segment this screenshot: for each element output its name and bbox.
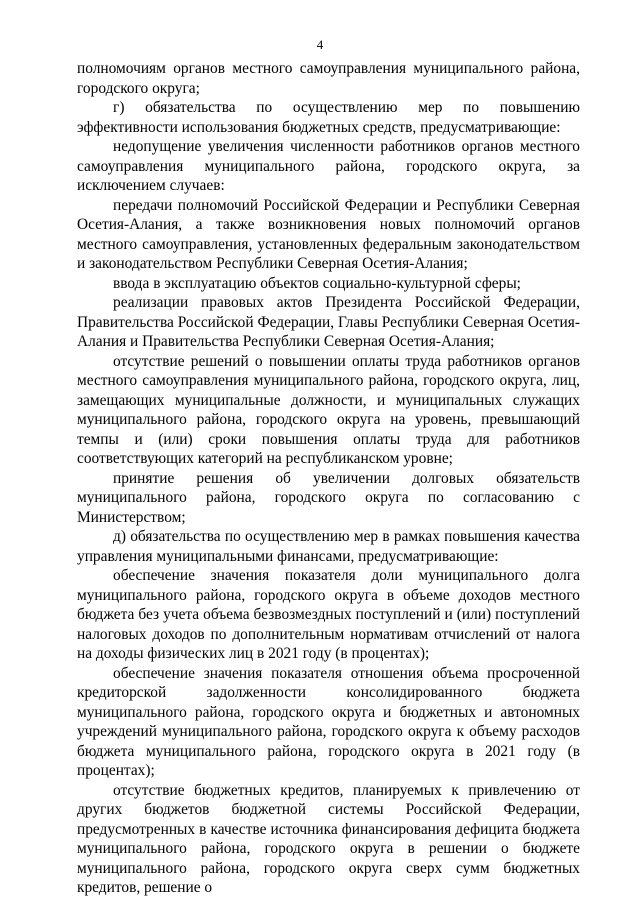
paragraph: д) обязательства по осуществлению мер в рамках повышения качества управления муниципальными финансами, предусматривающие:	[77, 528, 580, 565]
paragraph: реализации правовых актов Президента Российской Федерации, Правительства Российской Федерации, Главы Республики Северная Осетия-Алания и Правительства Республики Северная Осетия-Алания;	[77, 294, 580, 350]
paragraph: недопущение увеличения численности работников органов местного самоуправления муниципального района, городского округа, за исключением случаев:	[77, 138, 580, 194]
paragraph: отсутствие бюджетных кредитов, планируемых к привлечению от других бюджетов бюджетной системы Российской Федерации, предусмотренных в качестве источника финансирования дефицита бюджета муниципального района, городского округа в решении о бюджете муниципального района, городского округа сверх сумм бюджетных кредитов, решение о	[77, 781, 580, 896]
paragraph: принятие решения об увеличении долговых обязательств муниципального района, городского округа по согласованию с Министерством;	[77, 469, 580, 526]
page-number: 4	[316, 37, 324, 52]
document-body	[77, 59, 580, 898]
paragraph: обеспечение значения показателя доли муниципального долга муниципального района, городского округа в объеме доходов местного бюджета без учета объема безвозмездных поступлений и (или) поступлений налоговых доходов по дополнительным нормативам отчислений от налога на доходы физических лиц в 2021 году (в процентах);	[77, 567, 580, 662]
paragraph: г) обязательства по осуществлению мер по повышению эффективности использования бюджетных средств, предусматривающие:	[77, 99, 580, 136]
paragraph: отсутствие решений о повышении оплаты труда работников органов местного самоуправления муниципального района, городского округа, лиц, замещающих муниципальные должности, и муниципальных служащих муниципального района, городского округа на уровень, превышающий темпы и (или) сроки повышения оплаты труда для работников соответствующих категорий на республиканском уровне;	[77, 352, 580, 467]
paragraph: ввода в эксплуатацию объектов социально-культурной сферы;	[113, 274, 521, 292]
paragraph: полномочиям органов местного самоуправления муниципального района, городского округа;	[77, 60, 580, 97]
paragraph: передачи полномочий Российской Федерации и Республики Северная Осетия-Алания, а также возникновения новых полномочий органов местного самоуправления, установленных федеральным законодательством и законодательством Республики Северная Осетия-Алания;	[77, 196, 580, 272]
paragraph: обеспечение значения показателя отношения объема просроченной кредиторской задолженности консолидированного бюджета муниципального района, городского округа и бюджетных и автономных учреждений муниципального района, городского округа к объему расходов бюджета муниципального района, городского округа в 2021 году (в процентах);	[77, 664, 580, 779]
